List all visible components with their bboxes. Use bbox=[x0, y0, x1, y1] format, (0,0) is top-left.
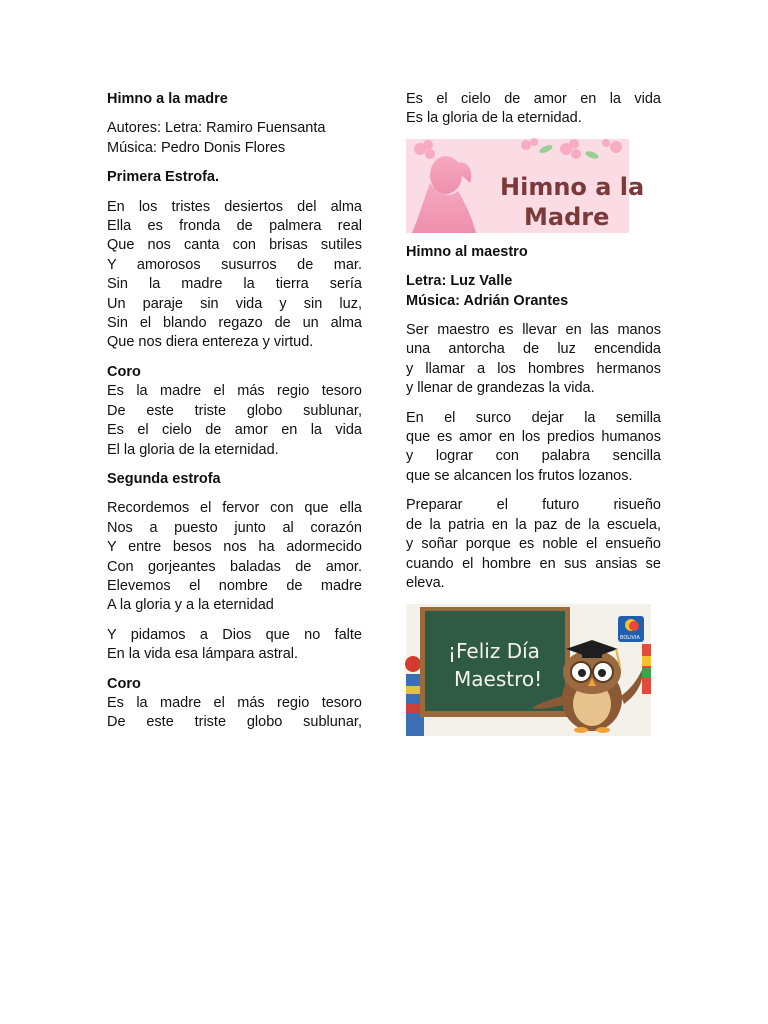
section-title-coro: Coro bbox=[107, 363, 141, 380]
verse-line: En la vida esa lámpara astral. bbox=[107, 646, 299, 663]
hymn-title-maestro: Himno al maestro bbox=[406, 243, 528, 260]
section-title-coro-2: Coro bbox=[107, 675, 141, 692]
section-title-segunda: Segunda estrofa bbox=[107, 470, 221, 487]
stanza-maestro-1 bbox=[406, 321, 661, 399]
verse-line: Y pidamos a Dios que no falte bbox=[107, 626, 362, 643]
verse-line: En los tristes desiertos del alma bbox=[107, 198, 362, 215]
stanza-primera bbox=[107, 198, 362, 353]
verse-line: El la gloria de la eternidad. bbox=[107, 441, 279, 458]
verse-line: que se alcancen los frutos lozanos. bbox=[406, 467, 633, 484]
coro-continuation bbox=[406, 90, 661, 129]
authors-line: Autores: Letra: Ramiro Fuensanta bbox=[107, 120, 326, 137]
stanza-maestro-2 bbox=[406, 409, 661, 487]
verse-line: eleva. bbox=[406, 574, 445, 591]
verse-line: Y amorosos susurros de mar. bbox=[107, 256, 362, 273]
chalk-text-line-2: Maestro! bbox=[454, 667, 543, 692]
verse-line: Es la madre el más regio tesoro bbox=[107, 694, 362, 711]
verse-line: Preparar el futuro risueño bbox=[406, 497, 661, 514]
chalkboard-art bbox=[406, 604, 651, 736]
verse-line: Es el cielo de amor en la vida bbox=[107, 422, 362, 439]
banner-title-line-1: Himno a la bbox=[500, 172, 645, 201]
verse-line: Elevemos el nombre de madre bbox=[107, 577, 362, 594]
stanza-coro bbox=[107, 382, 362, 460]
stanza-segunda bbox=[107, 499, 362, 615]
verse-line: de la patria en la paz de la escuela, bbox=[406, 516, 661, 533]
verse-line: cuando el hombre en sus ansias se bbox=[406, 555, 661, 572]
musica-credit: Música: Adrián Orantes bbox=[406, 292, 569, 309]
verse-line: que es amor en los predios humanos bbox=[406, 429, 661, 446]
chalk-text-line-1: ¡Feliz Día bbox=[448, 639, 540, 664]
logo-text: BOLIVIA bbox=[620, 635, 640, 642]
letra-credit: Letra: Luz Valle bbox=[406, 273, 513, 290]
verse-line: Nos a puesto junto al corazón bbox=[107, 519, 362, 536]
verse-line: Con gorjeantes baladas de amor. bbox=[107, 558, 362, 575]
verse-line: y lograr con palabra sencilla bbox=[406, 448, 661, 465]
verse-line: Ella es fronda de palmera real bbox=[107, 218, 362, 235]
himno-madre-banner-image bbox=[406, 139, 645, 233]
banner-title-line-2: Madre bbox=[524, 202, 610, 231]
verse-line: Sin el blando regazo de un alma bbox=[107, 315, 362, 332]
section-title-primera: Primera Estrofa. bbox=[107, 169, 220, 186]
verse-line: Que nos canta con brisas sutiles bbox=[107, 237, 362, 254]
stanza-pidamos bbox=[107, 626, 362, 665]
verse-line: y soñar porque es noble el ensueño bbox=[406, 536, 661, 553]
verse-line: y llamar a los hombres hermanos bbox=[406, 360, 661, 377]
logo-icon bbox=[618, 616, 644, 642]
verse-line: De este triste globo sublunar, bbox=[107, 714, 362, 731]
verse-line: Sin la madre la tierra sería bbox=[107, 276, 362, 293]
feliz-dia-maestro-image bbox=[406, 604, 651, 736]
left-column bbox=[107, 90, 362, 733]
authors bbox=[107, 119, 362, 158]
verse-line: Es la madre el más regio tesoro bbox=[107, 383, 362, 400]
verse-line: una antorcha de luz encendida bbox=[406, 341, 661, 358]
verse-line: Es el cielo de amor en la vida bbox=[406, 91, 661, 107]
verse-line: Ser maestro es llevar en las manos bbox=[406, 322, 661, 339]
verse-line: Es la gloria de la eternidad. bbox=[406, 110, 582, 127]
verse-line: Y entre besos nos ha adormecido bbox=[107, 539, 362, 556]
verse-line: A la gloria y a la eternidad bbox=[107, 597, 274, 614]
verse-line: Que nos diera entereza y virtud. bbox=[107, 334, 314, 351]
verse-line: Un paraje sin vida y sin luz, bbox=[107, 295, 362, 312]
verse-line: Recordemos el fervor con que ella bbox=[107, 500, 362, 517]
hymn-title-madre: Himno a la madre bbox=[107, 91, 228, 107]
right-column bbox=[406, 90, 661, 736]
banner-art bbox=[406, 139, 645, 233]
verse-line: y llenar de grandezas la vida. bbox=[406, 380, 595, 397]
verse-line: En el surco dejar la semilla bbox=[406, 409, 661, 426]
authors-line: Música: Pedro Donis Flores bbox=[107, 139, 286, 156]
verse-line: De este triste globo sublunar, bbox=[107, 402, 362, 419]
stanza-maestro-3 bbox=[406, 496, 661, 593]
stanza-coro-2 bbox=[107, 694, 362, 733]
